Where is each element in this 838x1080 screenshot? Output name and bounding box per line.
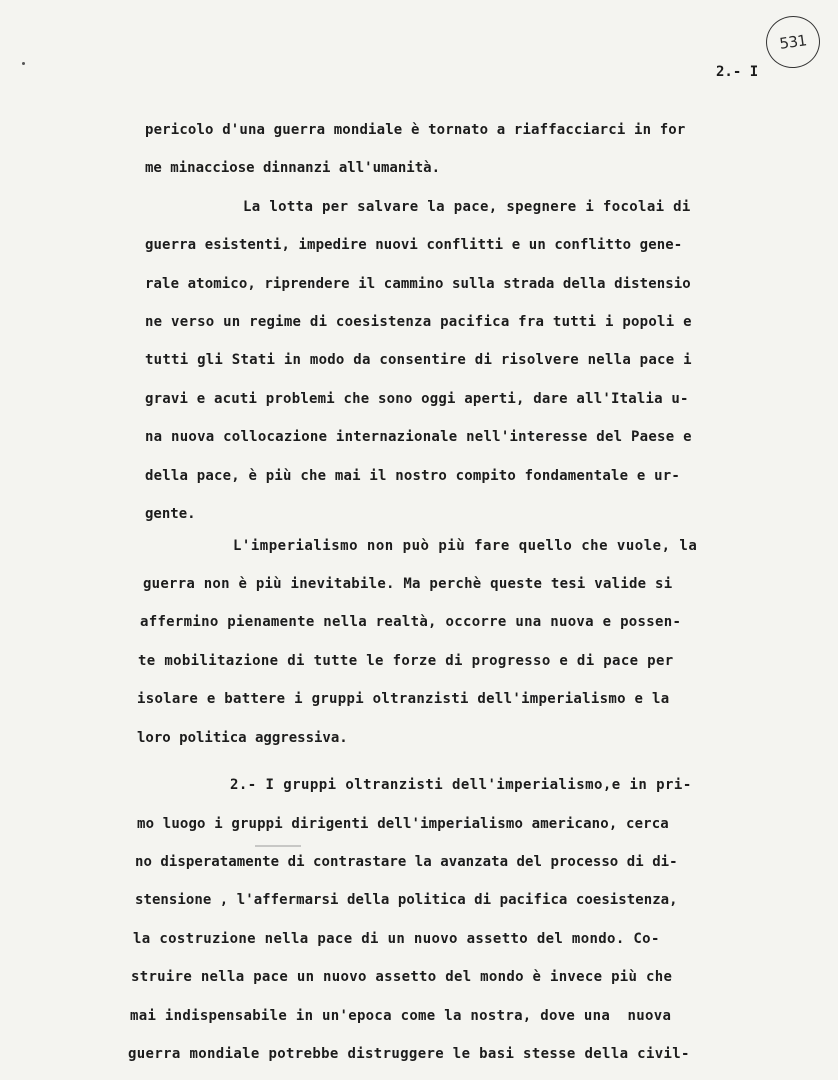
text-line: guerra esistenti, impedire nuovi conflitti e un conflitto gene- [145,237,683,253]
text-line: affermino pienamente nella realtà, occorre una nuova e possen- [140,614,682,630]
archive-stamp: 531 [763,12,824,71]
text-line: struire nella pace un nuovo assetto del mondo è invece più che [131,969,673,985]
text-line: me minacciose dinnanzi all'umanità. [145,160,441,176]
text-line: ne verso un regime di coesistenza pacifica fra tutti i popoli e [145,314,692,330]
text-line: isolare e battere i gruppi oltranzisti dell'imperialismo e la [137,691,670,707]
text-line: La lotta per salvare la pace, spegnere i focolai di [243,199,691,215]
text-line: gravi e acuti problemi che sono oggi aperti, dare all'Italia u- [145,391,689,407]
ink-smudge [255,845,301,847]
text-line: pericolo d'una guerra mondiale è tornato a riaffacciarci in for [145,122,686,138]
text-line: te mobilitazione di tutte le forze di progresso e di pace per [138,653,674,669]
page-speck [22,62,25,65]
page-number: 2.- I [716,64,759,80]
text-line: mo luogo i gruppi dirigenti dell'imperialismo americano, cerca [137,816,669,832]
text-line: 2.- I gruppi oltranzisti dell'imperialismo,e in pri- [230,777,692,793]
text-line: guerra mondiale potrebbe distruggere le basi stesse della civil- [128,1046,690,1062]
text-line: stensione , l'affermarsi della politica di pacifica coesistenza, [135,892,678,908]
text-line: mai indispensabile in un'epoca come la nostra, dove una nuova [130,1008,672,1024]
text-line: rale atomico, riprendere il cammino sulla strada della distensio [145,276,691,292]
text-line: na nuova collocazione internazionale nell'interesse del Paese e [145,429,692,445]
text-line: della pace, è più che mai il nostro compito fondamentale e ur- [145,468,680,484]
text-line: gente. [145,506,196,522]
text-line: no disperatamente di contrastare la avanzata del processo di di- [135,854,678,870]
text-line: tutti gli Stati in modo da consentire di risolvere nella pace i [145,352,692,368]
text-line: L'imperialismo non può più fare quello che vuole, la [233,538,698,554]
text-line: la costruzione nella pace di un nuovo assetto del mondo. Co- [133,931,660,947]
text-line: guerra non è più inevitabile. Ma perchè queste tesi valide si [143,576,673,592]
text-line: loro politica aggressiva. [137,730,348,746]
